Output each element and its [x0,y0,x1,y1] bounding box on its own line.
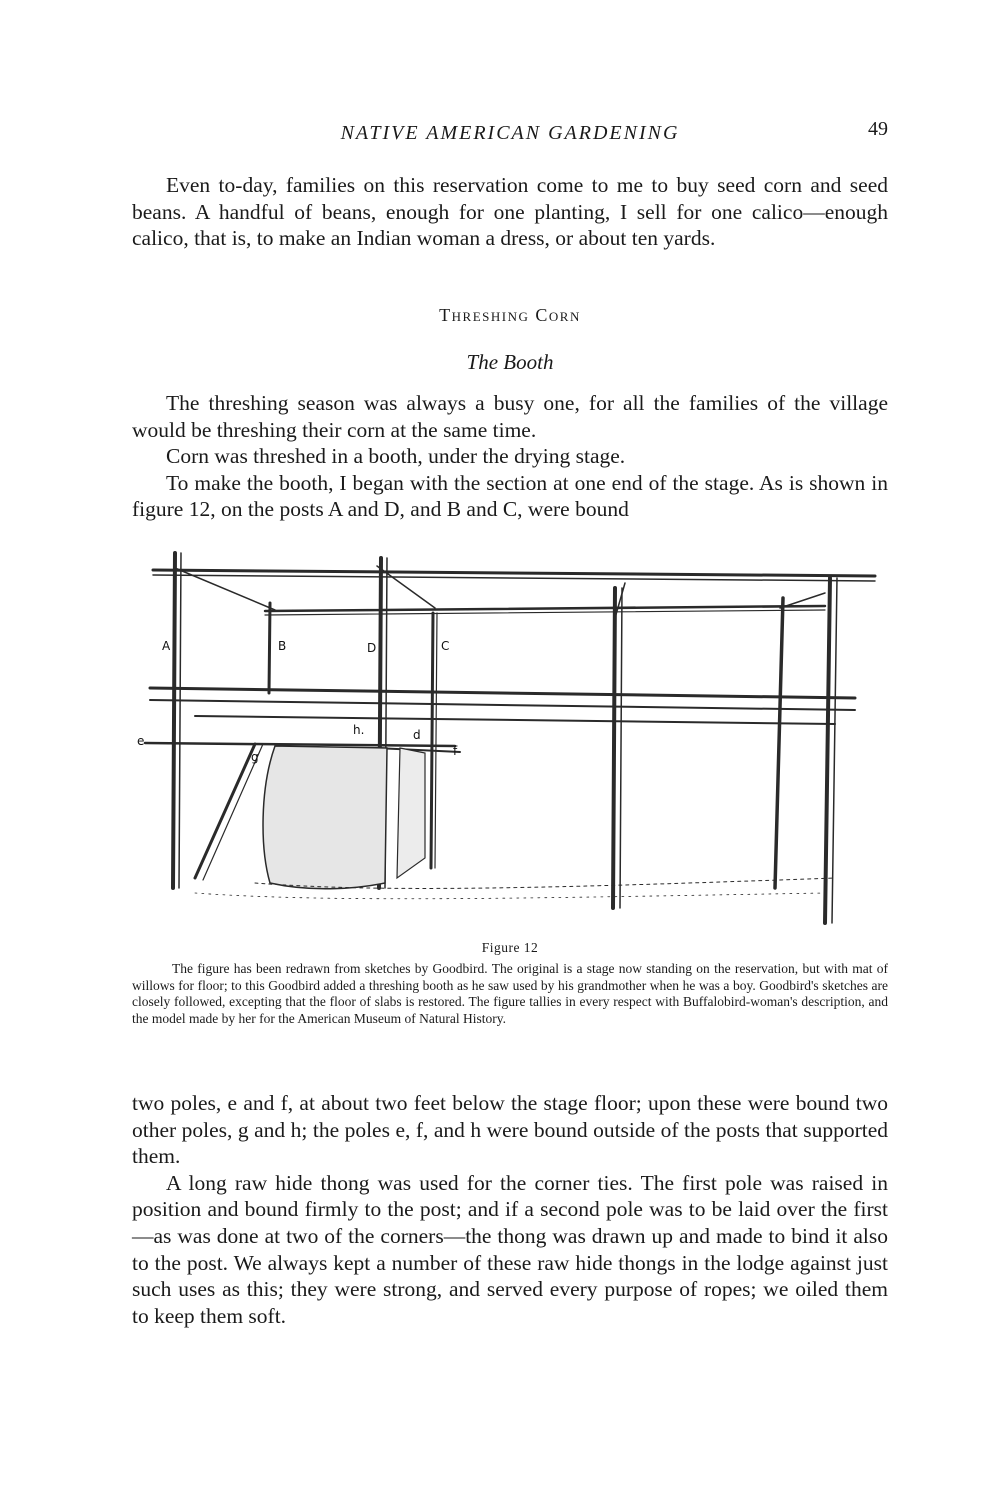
post-b [269,603,270,693]
post-right-front [613,588,615,908]
label-d-upper: D [367,641,377,655]
top-rail-front [153,570,875,576]
label-g: g [251,750,259,764]
post-right-back [775,598,783,888]
paragraph-threshing-season: The threshing season was always a busy one, for all the families of the village would be threshing their corn at the same time. [132,391,888,442]
label-e: e [137,734,145,748]
label-a: A [162,639,171,653]
intro-paragraph: Even to-day, families on this reservation come to me to buy seed corn and seed beans. A handful of beans, enough for one planting, I sell for one calico—enough calico, that is, to make an Indian woman a dress, or about ten yards. [132,173,888,251]
label-b: B [278,639,287,653]
running-head: NATIVE AMERICAN GARDENING [340,122,680,144]
section-subheading: The Booth [466,350,554,374]
drying-stage-drawing [135,548,880,938]
stage-floor-edge [150,688,855,698]
page-number: 49 [868,118,888,140]
section-heading: Threshing Corn [439,305,581,325]
figure-caption-text: The figure has been redrawn from sketches by Goodbird. The original is a stage now standing on the reservation, but with mat of willows for floor; to this Goodbird added a threshing booth as he saw used by his grandmother when he was a boy. Goodbird's sketches are closely followed, excepting that the floor of slabs is restored. The figure tallies in every respect with Buffalobird-woman's description, and the model made by her for the American Museum of Natural History. [132,961,888,1026]
label-f: f [453,744,458,758]
text-before-figure [132,390,888,523]
paragraph-booth-location: Corn was threshed in a booth, under the drying stage. [166,444,626,469]
booth-hide-cover [263,746,387,889]
post-a [173,553,175,888]
paragraph-thong: A long raw hide thong was used for the corner ties. The first pole was raised in position and bound firmly to the post; and if a second pole was to be laid over the first—as was done at two of the corners—the thong was drawn up and made to bind it also to the post. We always kept a number of these raw hide thongs in the lodge against just such uses as this; they were strong, and served every purpose of ropes; we oiled them to keep them soft. [132,1170,888,1328]
paragraph-poles: two poles, e and f, at about two feet below the stage floor; upon these were bound two other poles, g and h; the poles e, f, and h were bound outside of the posts that supported them. [132,1091,888,1169]
intro-text [132,172,888,252]
figure-title: Figure 12 [481,940,539,955]
label-d-lower: d [413,728,421,742]
paragraph-booth-construction: To make the booth, I began with the section at one end of the stage. As is shown in figure 12, on the posts A and D, and B and C, were bound [132,470,888,522]
label-c: C [441,639,450,653]
post-far-right [825,578,830,923]
ladder-pole [195,744,255,878]
text-after-figure [132,1090,888,1329]
figure-12-illustration [135,548,880,938]
post-c [431,613,433,868]
pole-e [145,743,455,746]
label-h: h. [353,723,365,737]
figure-caption [132,961,888,1027]
